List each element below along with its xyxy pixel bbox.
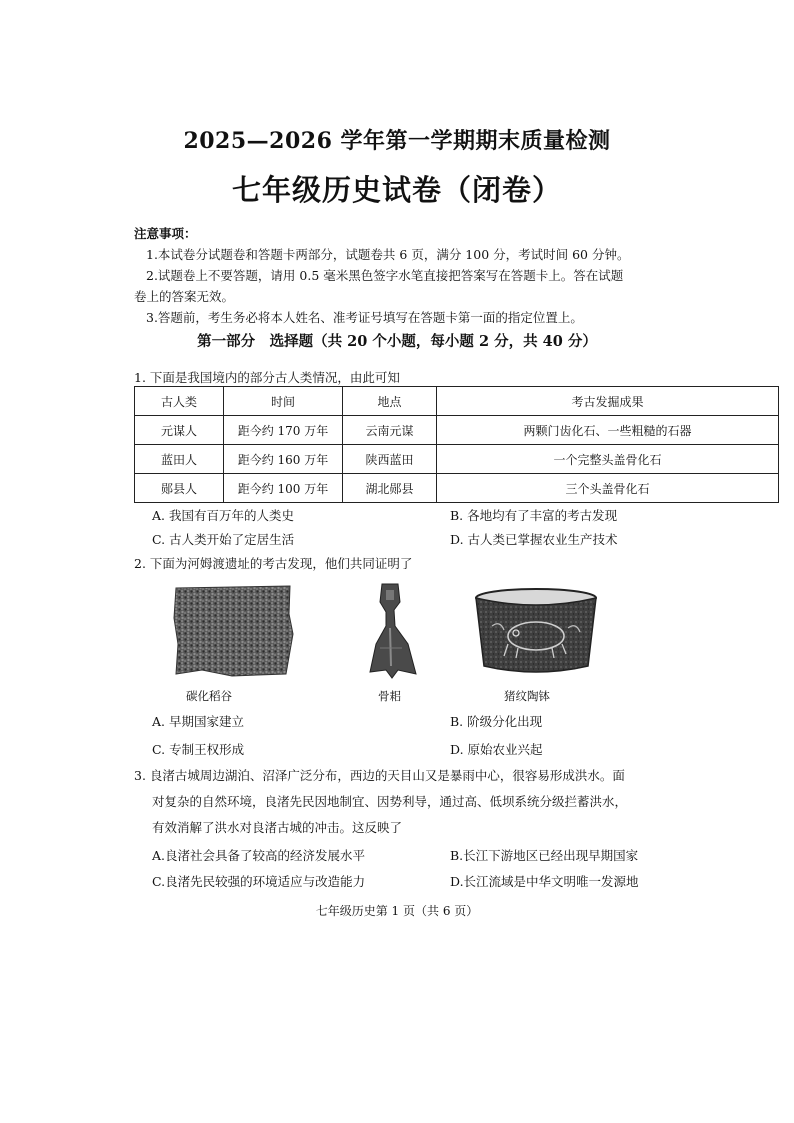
- q2-stem: 2. 下面为河姆渡遗址的考古发现，他们共同证明了: [134, 556, 413, 571]
- bone-spade-image: [364, 582, 420, 680]
- table-cell: 距今约 160 万年: [224, 445, 343, 474]
- q1-option-c[interactable]: C. 古人类开始了定居生活: [152, 532, 295, 547]
- q1-option-a[interactable]: A. 我国有百万年的人类史: [152, 508, 294, 523]
- q3-line-3: 有效消解了洪水对良渚古城的冲击。这反映了: [152, 820, 403, 835]
- table-cell: 蓝田人: [135, 445, 224, 474]
- table-header: 古人类: [135, 387, 224, 416]
- page-footer: 七年级历史第 1 页（共 6 页）: [315, 904, 479, 918]
- table-header-row: [135, 387, 779, 416]
- pig-pattern-bowl-image: [470, 586, 602, 678]
- q3-line-2: 对复杂的自然环境，良渚先民因地制宜、因势利导，通过高、低坝系统分级拦蓄洪水，: [152, 794, 628, 809]
- q3-option-a[interactable]: A.良渚社会具备了较高的经济发展水平: [152, 848, 366, 863]
- notice-line-3: 卷上的答案无效。: [134, 289, 235, 304]
- table-row: [135, 416, 779, 445]
- q1-stem: 1. 下面是我国境内的部分古人类情况，由此可知: [134, 370, 400, 385]
- notice-line-4: 3.答题前，考生务必将本人姓名、准考证号填写在答题卡第一面的指定位置上。: [146, 310, 583, 325]
- table-cell: 两颗门齿化石、一些粗糙的石器: [437, 416, 779, 445]
- caption-carbonized-rice: 碳化稻谷: [186, 689, 232, 703]
- q3-option-c[interactable]: C.良渚先民较强的环境适应与改造能力: [152, 874, 366, 889]
- exam-title: 2025—2026 学年第一学期期末质量检测: [183, 128, 611, 154]
- q2-option-a[interactable]: A. 早期国家建立: [152, 714, 244, 729]
- notice-line-1: 1.本试卷分试题卷和答题卡两部分，试题卷共 6 页，满分 100 分，考试时间 60 分钟。: [146, 247, 630, 262]
- archaeology-table: [134, 386, 779, 503]
- table-cell: 一个完整头盖骨化石: [437, 445, 779, 474]
- q3-option-d[interactable]: D.长江流域是中华文明唯一发源地: [450, 874, 639, 889]
- q1-option-b[interactable]: B. 各地均有了丰富的考古发现: [450, 508, 618, 523]
- table-cell: 云南元谋: [343, 416, 437, 445]
- notice-line-2: 2.试题卷上不要答题，请用 0.5 毫米黑色签字水笔直接把答案写在答题卡上。答在试题: [146, 268, 624, 283]
- table-cell: 三个头盖骨化石: [437, 474, 779, 503]
- exam-subtitle: 七年级历史试卷（闭卷）: [231, 173, 562, 207]
- table-cell: 陕西蓝田: [343, 445, 437, 474]
- caption-bone-spade: 骨耜: [378, 689, 401, 703]
- section-title: 第一部分 选择题（共 20 个小题，每小题 2 分，共 40 分）: [197, 333, 597, 350]
- table-cell: 郧县人: [135, 474, 224, 503]
- table-row: [135, 445, 779, 474]
- q1-option-d[interactable]: D. 古人类已掌握农业生产技术: [450, 532, 618, 547]
- q2-option-d[interactable]: D. 原始农业兴起: [450, 742, 543, 757]
- q3-line-1: 3. 良渚古城周边湖泊、沼泽广泛分布，西边的天目山又是暴雨中心，很容易形成洪水。面: [134, 768, 625, 783]
- carbonized-rice-image: [172, 584, 294, 678]
- caption-pig-bowl: 猪纹陶钵: [504, 689, 550, 703]
- notice-heading: 注意事项：: [134, 226, 197, 241]
- table-row: [135, 474, 779, 503]
- table-cell: 元谋人: [135, 416, 224, 445]
- table-cell: 距今约 100 万年: [224, 474, 343, 503]
- table-header: 考古发掘成果: [437, 387, 779, 416]
- table-header: 地点: [343, 387, 437, 416]
- table-cell: 距今约 170 万年: [224, 416, 343, 445]
- q3-option-b[interactable]: B.长江下游地区已经出现早期国家: [450, 848, 639, 863]
- table-header: 时间: [224, 387, 343, 416]
- table-cell: 湖北郧县: [343, 474, 437, 503]
- q2-option-c[interactable]: C. 专制王权形成: [152, 742, 245, 757]
- q2-option-b[interactable]: B. 阶级分化出现: [450, 714, 543, 729]
